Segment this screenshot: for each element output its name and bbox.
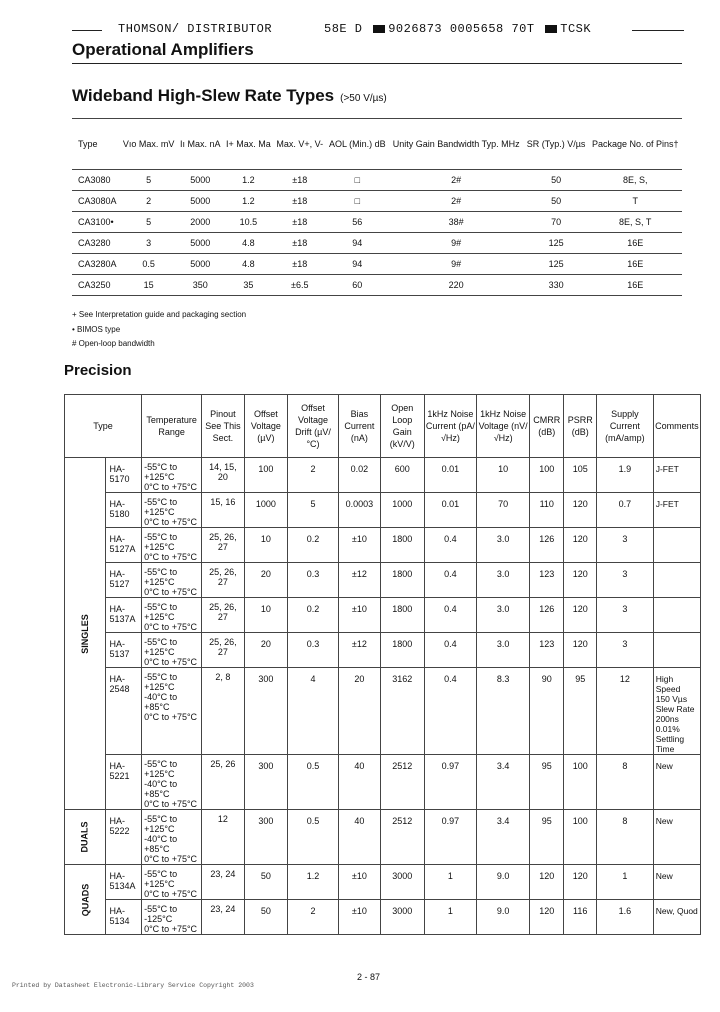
page-number: 2 - 87 bbox=[357, 972, 381, 982]
table-cell: 3 bbox=[120, 233, 177, 254]
table-cell: ±18 bbox=[274, 212, 326, 233]
table-row bbox=[65, 528, 701, 563]
table-cell: -55°C to +125°C 0°C to +75°C bbox=[142, 528, 202, 563]
table-cell: 94 bbox=[326, 254, 389, 275]
table-cell: 2 bbox=[288, 900, 339, 935]
table-cell: 20 bbox=[244, 633, 288, 668]
table-cell: 0.02 bbox=[338, 458, 380, 493]
table-cell: 16E bbox=[588, 254, 682, 275]
table-cell: -55°C to -125°C 0°C to +75°C bbox=[142, 900, 202, 935]
table-row bbox=[65, 755, 701, 810]
table-cell: -55°C to +125°C -40°C to +85°C 0°C to +75°C bbox=[142, 668, 202, 755]
table-cell: 25, 26, 27 bbox=[202, 598, 244, 633]
table-cell: ±12 bbox=[338, 633, 380, 668]
table-cell: 25, 26 bbox=[202, 755, 244, 810]
table-cell: 4.8 bbox=[223, 254, 273, 275]
table-cell: 0.0003 bbox=[338, 493, 380, 528]
column-header: Bias Current (nA) bbox=[338, 395, 380, 458]
table-cell: HA-2548 bbox=[105, 668, 142, 755]
table-cell: 2512 bbox=[380, 755, 424, 810]
code-3: TCSK bbox=[560, 22, 592, 36]
table-cell: -55°C to +125°C 0°C to +75°C bbox=[142, 633, 202, 668]
column-header: I+ Max. Ma bbox=[223, 119, 273, 170]
table-cell: 15 bbox=[120, 275, 177, 296]
table-cell: 9# bbox=[389, 233, 524, 254]
table-cell: 3.0 bbox=[477, 598, 530, 633]
table-cell: 3.4 bbox=[477, 755, 530, 810]
table-cell: 95 bbox=[530, 755, 564, 810]
group-label bbox=[65, 865, 106, 935]
table-cell: 25, 26, 27 bbox=[202, 563, 244, 598]
table-cell: ±18 bbox=[274, 170, 326, 191]
table-cell: 56 bbox=[326, 212, 389, 233]
black-square-icon bbox=[545, 25, 557, 33]
table-cell: 0.4 bbox=[424, 598, 477, 633]
table-cell: CA3100• bbox=[72, 212, 120, 233]
code-1: 58E D bbox=[324, 22, 363, 36]
table-cell: 10 bbox=[244, 598, 288, 633]
column-header: Pinout See This Sect. bbox=[202, 395, 244, 458]
table-cell: HA-5222 bbox=[105, 810, 142, 865]
footer-copyright: Printed by Datasheet Electronic-Library Service Copyright 2003 bbox=[12, 982, 254, 989]
table-cell: 10 bbox=[244, 528, 288, 563]
table-cell bbox=[653, 528, 700, 563]
table-notes bbox=[72, 308, 246, 352]
table-cell: 8 bbox=[596, 755, 653, 810]
table-cell: 126 bbox=[530, 598, 564, 633]
table-cell: New bbox=[653, 810, 700, 865]
table-cell: □ bbox=[326, 170, 389, 191]
table-row bbox=[65, 633, 701, 668]
table-cell: 40 bbox=[338, 755, 380, 810]
table-cell: 95 bbox=[564, 668, 596, 755]
table-cell: 3 bbox=[596, 528, 653, 563]
table-cell: 110 bbox=[530, 493, 564, 528]
table-cell: HA-5221 bbox=[105, 755, 142, 810]
group-label-text: SINGLES bbox=[79, 613, 90, 654]
table-row bbox=[72, 233, 682, 254]
table-row bbox=[65, 810, 701, 865]
table-cell: 10 bbox=[477, 458, 530, 493]
table-cell: -55°C to +125°C 0°C to +75°C bbox=[142, 598, 202, 633]
header-rule-right bbox=[632, 30, 684, 31]
table-cell: 0.97 bbox=[424, 755, 477, 810]
table-cell: 2, 8 bbox=[202, 668, 244, 755]
table-cell: 3 bbox=[596, 598, 653, 633]
table-cell: 0.2 bbox=[288, 598, 339, 633]
table-cell bbox=[653, 633, 700, 668]
column-header: Offset Voltage Drift (µV/°C) bbox=[288, 395, 339, 458]
table-cell: 1800 bbox=[380, 528, 424, 563]
table-cell: 350 bbox=[177, 275, 223, 296]
table-cell: 116 bbox=[564, 900, 596, 935]
table-cell: ±10 bbox=[338, 865, 380, 900]
table-cell: 16E bbox=[588, 233, 682, 254]
table-cell: 0.3 bbox=[288, 633, 339, 668]
table-cell: 120 bbox=[530, 900, 564, 935]
table-cell: HA-5134A bbox=[105, 865, 142, 900]
group-label-text: QUADS bbox=[79, 883, 90, 916]
table-cell: 2# bbox=[389, 170, 524, 191]
table-cell: 2000 bbox=[177, 212, 223, 233]
table-cell: CA3080A bbox=[72, 191, 120, 212]
table-cell: ±10 bbox=[338, 528, 380, 563]
group-label bbox=[65, 810, 106, 865]
table-cell: 2# bbox=[389, 191, 524, 212]
table-row bbox=[72, 191, 682, 212]
table-cell: 1800 bbox=[380, 598, 424, 633]
table-cell: 3000 bbox=[380, 865, 424, 900]
column-header: Type bbox=[72, 119, 120, 170]
table-cell: J-FET bbox=[653, 458, 700, 493]
page-header bbox=[72, 22, 682, 38]
column-header: Type bbox=[65, 395, 142, 458]
column-header: Max. V+, V- bbox=[274, 119, 326, 170]
table-row bbox=[72, 254, 682, 275]
table-row bbox=[65, 563, 701, 598]
table-cell: 120 bbox=[564, 563, 596, 598]
table-cell: -55°C to +125°C 0°C to +75°C bbox=[142, 493, 202, 528]
column-header: 1kHz Noise Voltage (nV/√Hz) bbox=[477, 395, 530, 458]
table-cell: 95 bbox=[530, 810, 564, 865]
table-cell: New bbox=[653, 755, 700, 810]
table-cell: 120 bbox=[530, 865, 564, 900]
table-cell: HA-5170 bbox=[105, 458, 142, 493]
column-header: CMRR (dB) bbox=[530, 395, 564, 458]
table-cell: 220 bbox=[389, 275, 524, 296]
table-cell: 14, 15, 20 bbox=[202, 458, 244, 493]
table-cell: High Speed 150 Vµs Slew Rate 200ns 0.01% Settling Time bbox=[653, 668, 700, 755]
table-cell: 100 bbox=[564, 755, 596, 810]
table-cell: 1.2 bbox=[288, 865, 339, 900]
black-square-icon bbox=[373, 25, 385, 33]
table-cell: HA-5134 bbox=[105, 900, 142, 935]
table-cell: 0.7 bbox=[596, 493, 653, 528]
table-cell: 5 bbox=[120, 212, 177, 233]
table-cell: 1000 bbox=[380, 493, 424, 528]
header-codes bbox=[324, 22, 591, 36]
table-cell: 50 bbox=[244, 865, 288, 900]
table-cell: 35 bbox=[223, 275, 273, 296]
table-cell: 4 bbox=[288, 668, 339, 755]
table-cell: HA-5137 bbox=[105, 633, 142, 668]
table-cell: 70 bbox=[477, 493, 530, 528]
table-cell: 100 bbox=[530, 458, 564, 493]
table-cell: 0.2 bbox=[288, 528, 339, 563]
table-cell: CA3280 bbox=[72, 233, 120, 254]
table-cell: 0.5 bbox=[288, 810, 339, 865]
table-cell: 70 bbox=[524, 212, 589, 233]
table-cell: 3.0 bbox=[477, 633, 530, 668]
table-row bbox=[72, 212, 682, 233]
table-cell: 38# bbox=[389, 212, 524, 233]
table-cell: 3.4 bbox=[477, 810, 530, 865]
table-cell: HA-5180 bbox=[105, 493, 142, 528]
column-header: SR (Typ.) V/µs bbox=[524, 119, 589, 170]
table-cell: 9.0 bbox=[477, 865, 530, 900]
table-cell: 300 bbox=[244, 755, 288, 810]
table-cell: 15, 16 bbox=[202, 493, 244, 528]
table-cell: 9# bbox=[389, 254, 524, 275]
table-cell: New bbox=[653, 865, 700, 900]
table-cell: 1 bbox=[424, 865, 477, 900]
table-cell: ±18 bbox=[274, 233, 326, 254]
precision-table bbox=[64, 394, 701, 935]
table-row bbox=[65, 865, 701, 900]
table-cell: 23, 24 bbox=[202, 865, 244, 900]
column-header: Open Loop Gain (kV/V) bbox=[380, 395, 424, 458]
table-cell: 1800 bbox=[380, 633, 424, 668]
column-header: AOL (Min.) dB bbox=[326, 119, 389, 170]
table-cell: 94 bbox=[326, 233, 389, 254]
table-cell: 3 bbox=[596, 633, 653, 668]
table-cell: 0.01 bbox=[424, 458, 477, 493]
group-label bbox=[65, 458, 106, 810]
table-cell: 25, 26, 27 bbox=[202, 633, 244, 668]
section-wideband-heading: Wideband High-Slew Rate Types bbox=[72, 86, 335, 105]
table-cell: 50 bbox=[524, 191, 589, 212]
table-cell: 120 bbox=[564, 493, 596, 528]
table-cell: ±18 bbox=[274, 191, 326, 212]
table-cell: 1.9 bbox=[596, 458, 653, 493]
table-cell: 330 bbox=[524, 275, 589, 296]
column-header: Unity Gain Bandwidth Typ. MHz bbox=[389, 119, 524, 170]
table-row bbox=[72, 275, 682, 296]
table-cell bbox=[653, 598, 700, 633]
note: + See Interpretation guide and packaging section bbox=[72, 310, 247, 319]
table-cell: 4.8 bbox=[223, 233, 273, 254]
table-cell: 1 bbox=[596, 865, 653, 900]
table-cell: J-FET bbox=[653, 493, 700, 528]
table-cell: 100 bbox=[564, 810, 596, 865]
table-cell: 90 bbox=[530, 668, 564, 755]
table-cell: 3.0 bbox=[477, 563, 530, 598]
column-header: PSRR (dB) bbox=[564, 395, 596, 458]
table-cell: 1.6 bbox=[596, 900, 653, 935]
page-title: Operational Amplifiers bbox=[72, 40, 254, 59]
table-cell: 0.3 bbox=[288, 563, 339, 598]
table-cell: 3.0 bbox=[477, 528, 530, 563]
table-cell: -55°C to +125°C -40°C to +85°C 0°C to +75°C bbox=[142, 810, 202, 865]
table-cell: ±12 bbox=[338, 563, 380, 598]
wideband-table-body bbox=[72, 170, 682, 296]
table-row bbox=[65, 598, 701, 633]
table-cell: 1 bbox=[424, 900, 477, 935]
table-cell: 0.4 bbox=[424, 668, 477, 755]
table-cell: New, Quod bbox=[653, 900, 700, 935]
precision-table-header bbox=[65, 395, 701, 458]
table-cell: CA3250 bbox=[72, 275, 120, 296]
table-cell: 0.01 bbox=[424, 493, 477, 528]
column-header: Offset Voltage (µV) bbox=[244, 395, 288, 458]
table-cell: 20 bbox=[244, 563, 288, 598]
table-cell: 16E bbox=[588, 275, 682, 296]
table-cell: 0.97 bbox=[424, 810, 477, 865]
table-cell: 105 bbox=[564, 458, 596, 493]
column-header: Package No. of Pins† bbox=[588, 119, 682, 170]
table-cell: HA-5137A bbox=[105, 598, 142, 633]
code-2: 9026873 0005658 70T bbox=[388, 22, 535, 36]
table-cell: 5 bbox=[120, 170, 177, 191]
table-cell: 123 bbox=[530, 633, 564, 668]
table-cell: 123 bbox=[530, 563, 564, 598]
note: • BIMOS type bbox=[72, 324, 121, 334]
table-cell: 2 bbox=[120, 191, 177, 212]
table-cell bbox=[653, 563, 700, 598]
table-cell: 125 bbox=[524, 254, 589, 275]
table-cell: 0.5 bbox=[120, 254, 177, 275]
table-cell: 8.3 bbox=[477, 668, 530, 755]
table-cell: -55°C to +125°C 0°C to +75°C bbox=[142, 458, 202, 493]
table-cell: ±10 bbox=[338, 900, 380, 935]
table-cell: 10.5 bbox=[223, 212, 273, 233]
table-cell: 100 bbox=[244, 458, 288, 493]
table-row bbox=[65, 668, 701, 755]
group-label-text: DUALS bbox=[79, 821, 90, 853]
table-cell: 3000 bbox=[380, 900, 424, 935]
table-cell: HA-5127A bbox=[105, 528, 142, 563]
table-cell: 1.2 bbox=[223, 191, 273, 212]
table-cell: T bbox=[588, 191, 682, 212]
table-cell: 8E, S, T bbox=[588, 212, 682, 233]
table-cell: 2 bbox=[288, 458, 339, 493]
table-cell: 125 bbox=[524, 233, 589, 254]
table-cell: 300 bbox=[244, 668, 288, 755]
table-cell: 5000 bbox=[177, 233, 223, 254]
table-cell: □ bbox=[326, 191, 389, 212]
table-row bbox=[65, 493, 701, 528]
table-cell: ±10 bbox=[338, 598, 380, 633]
table-cell: 126 bbox=[530, 528, 564, 563]
table-cell: 50 bbox=[244, 900, 288, 935]
precision-table-body bbox=[65, 458, 701, 935]
distributor-label: THOMSON/ DISTRIBUTOR bbox=[118, 22, 273, 36]
table-cell: 50 bbox=[524, 170, 589, 191]
column-header: Iı Max. nA bbox=[177, 119, 223, 170]
table-cell: 120 bbox=[564, 598, 596, 633]
table-cell: CA3080 bbox=[72, 170, 120, 191]
table-cell: 0.4 bbox=[424, 633, 477, 668]
table-cell: 3 bbox=[596, 563, 653, 598]
table-cell: 23, 24 bbox=[202, 900, 244, 935]
note: # Open-loop bandwidth bbox=[72, 339, 155, 348]
table-cell: 12 bbox=[202, 810, 244, 865]
table-cell: HA-5127 bbox=[105, 563, 142, 598]
section-precision-title: Precision bbox=[64, 362, 132, 379]
table-cell: CA3280A bbox=[72, 254, 120, 275]
table-cell: 8 bbox=[596, 810, 653, 865]
table-cell: 40 bbox=[338, 810, 380, 865]
table-row bbox=[65, 458, 701, 493]
header-rule-left bbox=[72, 30, 102, 31]
section-wideband-subtitle: (>50 V/µs) bbox=[340, 93, 387, 104]
table-cell: 0.4 bbox=[424, 563, 477, 598]
table-cell: ±6.5 bbox=[274, 275, 326, 296]
table-cell: 1.2 bbox=[223, 170, 273, 191]
table-cell: 120 bbox=[564, 865, 596, 900]
column-header: Supply Current (mA/amp) bbox=[596, 395, 653, 458]
wideband-table-header bbox=[72, 119, 682, 170]
column-header: Comments bbox=[653, 395, 700, 458]
table-cell: 20 bbox=[338, 668, 380, 755]
table-cell: 3162 bbox=[380, 668, 424, 755]
title-rule bbox=[72, 63, 682, 64]
table-cell: 5000 bbox=[177, 191, 223, 212]
table-cell: 5000 bbox=[177, 170, 223, 191]
section-wideband-title bbox=[72, 86, 387, 106]
table-cell: 25, 26, 27 bbox=[202, 528, 244, 563]
table-cell: 120 bbox=[564, 528, 596, 563]
table-cell: 60 bbox=[326, 275, 389, 296]
table-cell: -55°C to +125°C 0°C to +75°C bbox=[142, 563, 202, 598]
table-cell: 8E, S, bbox=[588, 170, 682, 191]
table-cell: 12 bbox=[596, 668, 653, 755]
table-cell: 0.4 bbox=[424, 528, 477, 563]
table-cell: 0.5 bbox=[288, 755, 339, 810]
column-header: Temperature Range bbox=[142, 395, 202, 458]
column-header: Vıo Max. mV bbox=[120, 119, 177, 170]
table-cell: 1000 bbox=[244, 493, 288, 528]
table-row bbox=[65, 900, 701, 935]
table-cell: 2512 bbox=[380, 810, 424, 865]
table-row bbox=[72, 170, 682, 191]
table-cell: 600 bbox=[380, 458, 424, 493]
wideband-table bbox=[72, 118, 682, 296]
column-header: 1kHz Noise Current (pA/√Hz) bbox=[424, 395, 477, 458]
table-cell: -55°C to +125°C 0°C to +75°C bbox=[142, 865, 202, 900]
table-cell: 9.0 bbox=[477, 900, 530, 935]
table-cell: 5 bbox=[288, 493, 339, 528]
table-cell: -55°C to +125°C -40°C to +85°C 0°C to +75°C bbox=[142, 755, 202, 810]
table-cell: ±18 bbox=[274, 254, 326, 275]
table-cell: 300 bbox=[244, 810, 288, 865]
table-cell: 120 bbox=[564, 633, 596, 668]
table-cell: 5000 bbox=[177, 254, 223, 275]
table-cell: 1800 bbox=[380, 563, 424, 598]
